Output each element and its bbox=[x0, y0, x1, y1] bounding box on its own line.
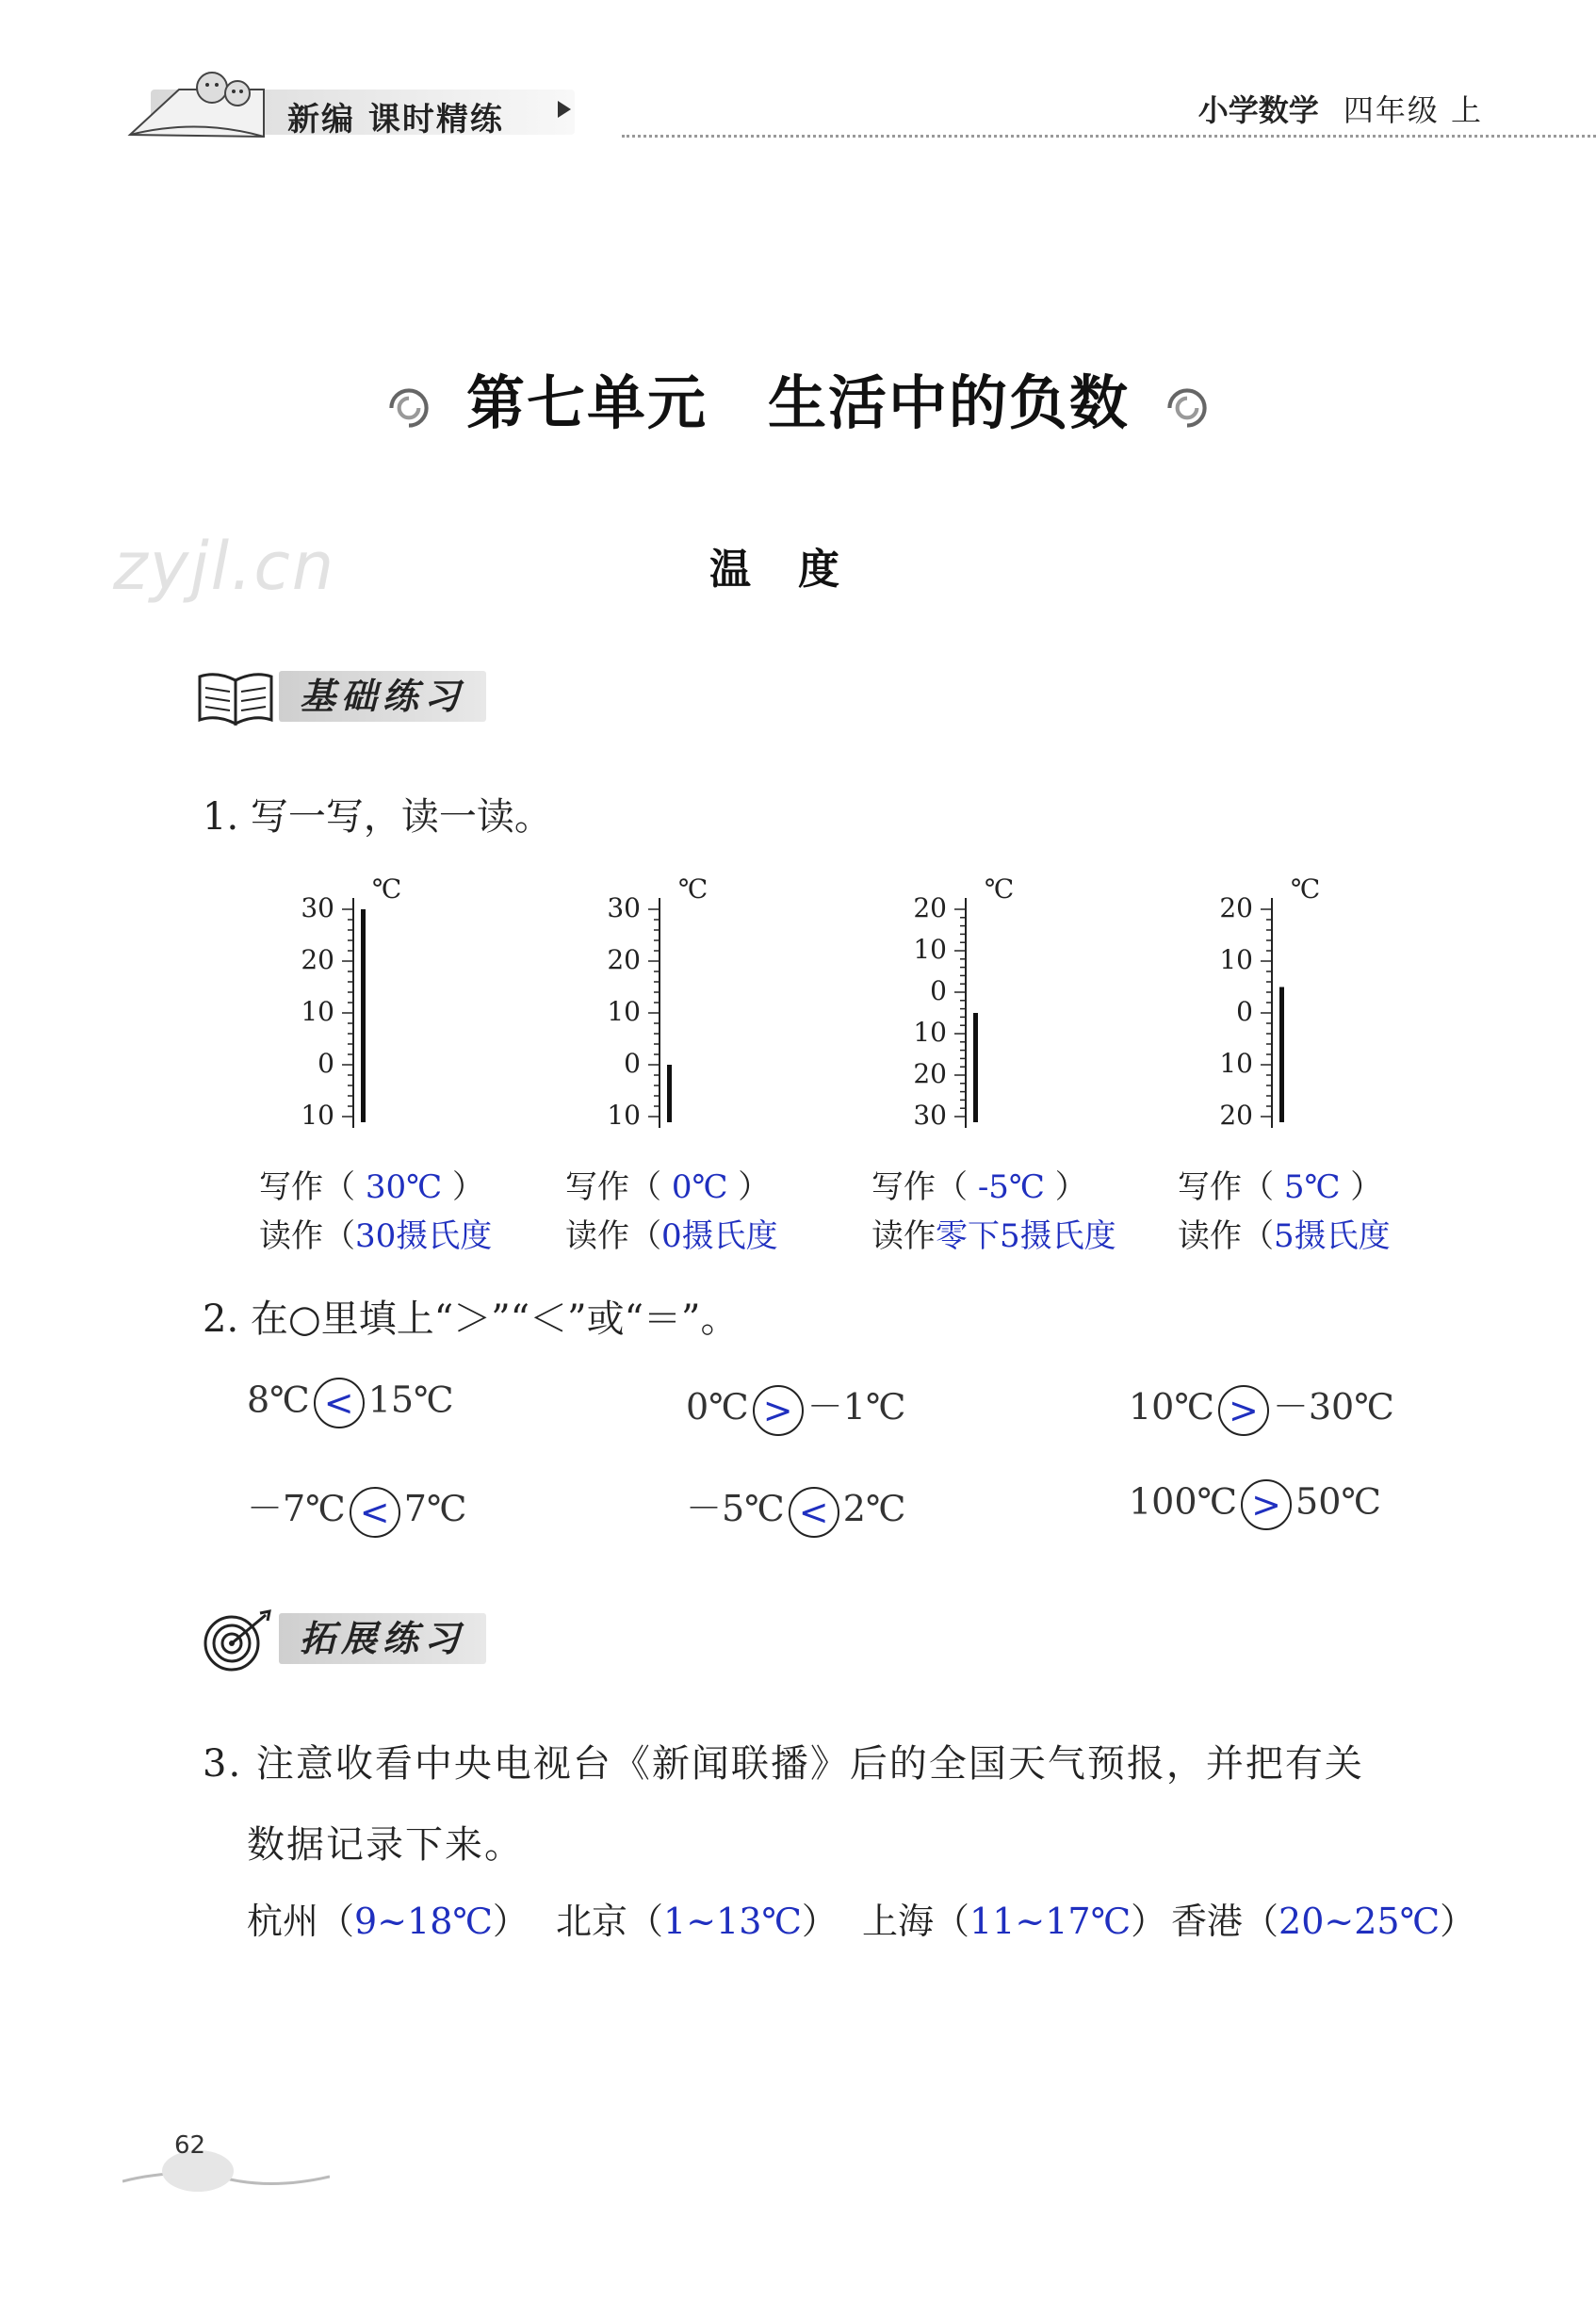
subject-label: 小学数学 bbox=[1197, 92, 1319, 128]
watermark: zyjl.cn bbox=[113, 528, 336, 605]
thermometer-mercury bbox=[973, 1013, 978, 1122]
thermometer-tick-label: 10 bbox=[1219, 944, 1253, 975]
read-label: 读作（ bbox=[1178, 1217, 1274, 1255]
city-close: ） bbox=[801, 1901, 838, 1942]
thermometer-write-line bbox=[565, 1161, 770, 1207]
thermometer-write-line bbox=[259, 1161, 484, 1207]
header-divider bbox=[622, 135, 1596, 138]
thermometer-tick-label: 10 bbox=[607, 1100, 641, 1131]
thermometer-tick-label: 10 bbox=[301, 1100, 334, 1131]
write-close: ） bbox=[1054, 1168, 1087, 1206]
read-label: 读作 bbox=[871, 1217, 936, 1255]
read-answer: 5摄氏度 bbox=[1274, 1217, 1391, 1255]
compare-left: －5℃ bbox=[686, 1488, 785, 1529]
read-answer: 30摄氏度 bbox=[355, 1217, 493, 1255]
thermometer-unit: ℃ bbox=[678, 873, 708, 905]
compare-right: 15℃ bbox=[367, 1379, 454, 1421]
compare-left: 8℃ bbox=[247, 1379, 310, 1421]
compare-circle[interactable]: < bbox=[314, 1378, 365, 1428]
thermometer-write-line bbox=[1178, 1161, 1382, 1207]
thermometer-tick-label: 30 bbox=[607, 892, 641, 923]
write-close: ） bbox=[451, 1168, 484, 1206]
thermometer-tick-label: 20 bbox=[913, 1058, 947, 1089]
city-answer: 1~13℃ bbox=[663, 1901, 802, 1942]
city-temperature bbox=[862, 1892, 1166, 1944]
thermometer-tick-label: 30 bbox=[913, 1100, 947, 1131]
read-label: 读作（ bbox=[565, 1217, 661, 1255]
target-icon bbox=[198, 1607, 273, 1673]
thermometer-tick-label: 20 bbox=[607, 944, 641, 975]
compare-circle[interactable]: > bbox=[753, 1385, 804, 1436]
write-label: 写作（ bbox=[259, 1168, 355, 1206]
write-label: 写作（ bbox=[871, 1168, 968, 1206]
city-answer: 11~17℃ bbox=[969, 1901, 1132, 1942]
thermometer-tick-label: 0 bbox=[1236, 996, 1253, 1027]
thermometer-tick-label: 0 bbox=[624, 1048, 641, 1079]
play-arrow-icon bbox=[558, 101, 571, 118]
header-subject bbox=[1198, 87, 1483, 130]
thermometer-unit: ℃ bbox=[985, 873, 1015, 905]
thermometer-unit: ℃ bbox=[372, 873, 402, 905]
write-close: ） bbox=[738, 1168, 771, 1206]
thermometer-scale bbox=[1253, 890, 1300, 1135]
write-label: 写作（ bbox=[565, 1168, 661, 1206]
city-temperature bbox=[247, 1892, 529, 1944]
read-answer: 0摄氏度 bbox=[661, 1217, 778, 1255]
comparison-item bbox=[1129, 1378, 1394, 1436]
unit-title-text: 第七单元 生活中的负数 bbox=[465, 368, 1130, 437]
thermometer-tick-label: 10 bbox=[607, 996, 641, 1027]
thermometer-mercury bbox=[1279, 987, 1284, 1123]
thermometer-write-line bbox=[871, 1161, 1087, 1207]
thermometer-tick-label: 0 bbox=[318, 1048, 334, 1079]
swirl-icon bbox=[380, 379, 438, 437]
write-answer: -5℃ bbox=[977, 1168, 1045, 1206]
thermometer-mercury bbox=[361, 909, 366, 1122]
thermometer-tick-label: 10 bbox=[301, 996, 334, 1027]
city-name: 上海（ bbox=[862, 1901, 970, 1942]
compare-left: －7℃ bbox=[247, 1488, 346, 1529]
thermometer-read-line bbox=[871, 1210, 1116, 1256]
thermometer-unit: ℃ bbox=[1291, 873, 1321, 905]
lesson-title: 温度 bbox=[709, 546, 887, 594]
compare-left: 10℃ bbox=[1129, 1386, 1214, 1428]
city-answer: 9~18℃ bbox=[354, 1901, 493, 1942]
write-answer: 5℃ bbox=[1283, 1168, 1341, 1206]
city-close: ） bbox=[1131, 1901, 1167, 1942]
header-logo bbox=[122, 52, 575, 146]
footer-ornament bbox=[122, 2139, 330, 2195]
q1-prompt: 1. 写一写，读一读。 bbox=[203, 795, 552, 839]
compare-right: 7℃ bbox=[403, 1488, 467, 1529]
thermometer-tick-label: 30 bbox=[301, 892, 334, 923]
compare-circle[interactable]: > bbox=[1218, 1385, 1269, 1436]
city-name: 香港（ bbox=[1171, 1901, 1279, 1942]
thermometer-tick-label: 20 bbox=[1219, 1100, 1253, 1131]
read-answer: 零下5摄氏度 bbox=[936, 1217, 1116, 1255]
compare-right: －1℃ bbox=[806, 1386, 906, 1428]
city-name: 杭州（ bbox=[247, 1901, 355, 1942]
section-extended-header bbox=[196, 1602, 592, 1677]
thermometer-tick-label: 10 bbox=[913, 934, 947, 965]
thermometer-scale bbox=[947, 890, 994, 1135]
thermometer-tick-label: 20 bbox=[1219, 892, 1253, 923]
city-temperature bbox=[556, 1892, 838, 1944]
thermometer-read-line bbox=[565, 1210, 778, 1256]
read-label: 读作（ bbox=[259, 1217, 355, 1255]
city-name: 北京（ bbox=[556, 1901, 664, 1942]
thermometer-mercury bbox=[667, 1065, 672, 1122]
write-close: ） bbox=[1350, 1168, 1383, 1206]
thermometer-tick-label: 10 bbox=[913, 1017, 947, 1048]
comparison-item bbox=[686, 1479, 905, 1538]
write-label: 写作（ bbox=[1178, 1168, 1274, 1206]
thermometer-read-line bbox=[259, 1210, 492, 1256]
city-close: ） bbox=[492, 1901, 529, 1942]
thermometer-scale bbox=[641, 890, 688, 1135]
section-extended-label: 拓展练习 bbox=[279, 1613, 486, 1664]
section-basic-header bbox=[196, 660, 573, 735]
compare-right: 50℃ bbox=[1295, 1480, 1381, 1523]
thermometer-tick-label: 20 bbox=[301, 944, 334, 975]
compare-left: 100℃ bbox=[1129, 1480, 1238, 1523]
compare-right: 2℃ bbox=[842, 1488, 906, 1529]
thermometer-tick-label: 10 bbox=[1219, 1048, 1253, 1079]
write-answer: 0℃ bbox=[671, 1168, 728, 1206]
grade-label: 四年级 上 bbox=[1343, 92, 1483, 128]
city-temperature bbox=[1171, 1892, 1475, 1944]
q3-prompt-line1: 3. 注意收看中央电视台《新闻联播》后的全国天气预报，并把有关 bbox=[203, 1742, 1364, 1786]
header-brand: 新编 课时精练 bbox=[287, 101, 504, 139]
city-close: ） bbox=[1440, 1901, 1476, 1942]
compare-circle[interactable]: < bbox=[789, 1487, 839, 1538]
thermometer-scale bbox=[334, 890, 382, 1135]
book-mascot-icon bbox=[122, 52, 273, 146]
q3-prompt-line2: 数据记录下来。 bbox=[247, 1823, 524, 1867]
comparison-item bbox=[247, 1378, 454, 1428]
write-answer: 30℃ bbox=[365, 1168, 443, 1206]
city-answer: 20~25℃ bbox=[1278, 1901, 1441, 1942]
page-number: 62 bbox=[174, 2131, 206, 2160]
compare-left: 0℃ bbox=[686, 1386, 749, 1428]
thermometer-read-line bbox=[1178, 1210, 1391, 1256]
section-basic-label: 基础练习 bbox=[279, 671, 486, 722]
open-book-icon bbox=[196, 667, 275, 727]
q2-prompt: 2. 在○里填上“＞”“＜”或“＝”。 bbox=[203, 1297, 739, 1341]
compare-circle[interactable]: < bbox=[350, 1487, 400, 1538]
thermometer-tick-label: 20 bbox=[913, 892, 947, 923]
unit-title bbox=[0, 356, 1596, 440]
compare-right: －30℃ bbox=[1272, 1386, 1394, 1428]
thermometer-tick-label: 0 bbox=[930, 975, 947, 1006]
swirl-icon bbox=[1158, 379, 1216, 437]
comparison-item bbox=[247, 1479, 466, 1538]
comparison-item bbox=[686, 1378, 905, 1436]
comparison-item bbox=[1129, 1479, 1381, 1530]
compare-circle[interactable]: > bbox=[1241, 1479, 1292, 1530]
